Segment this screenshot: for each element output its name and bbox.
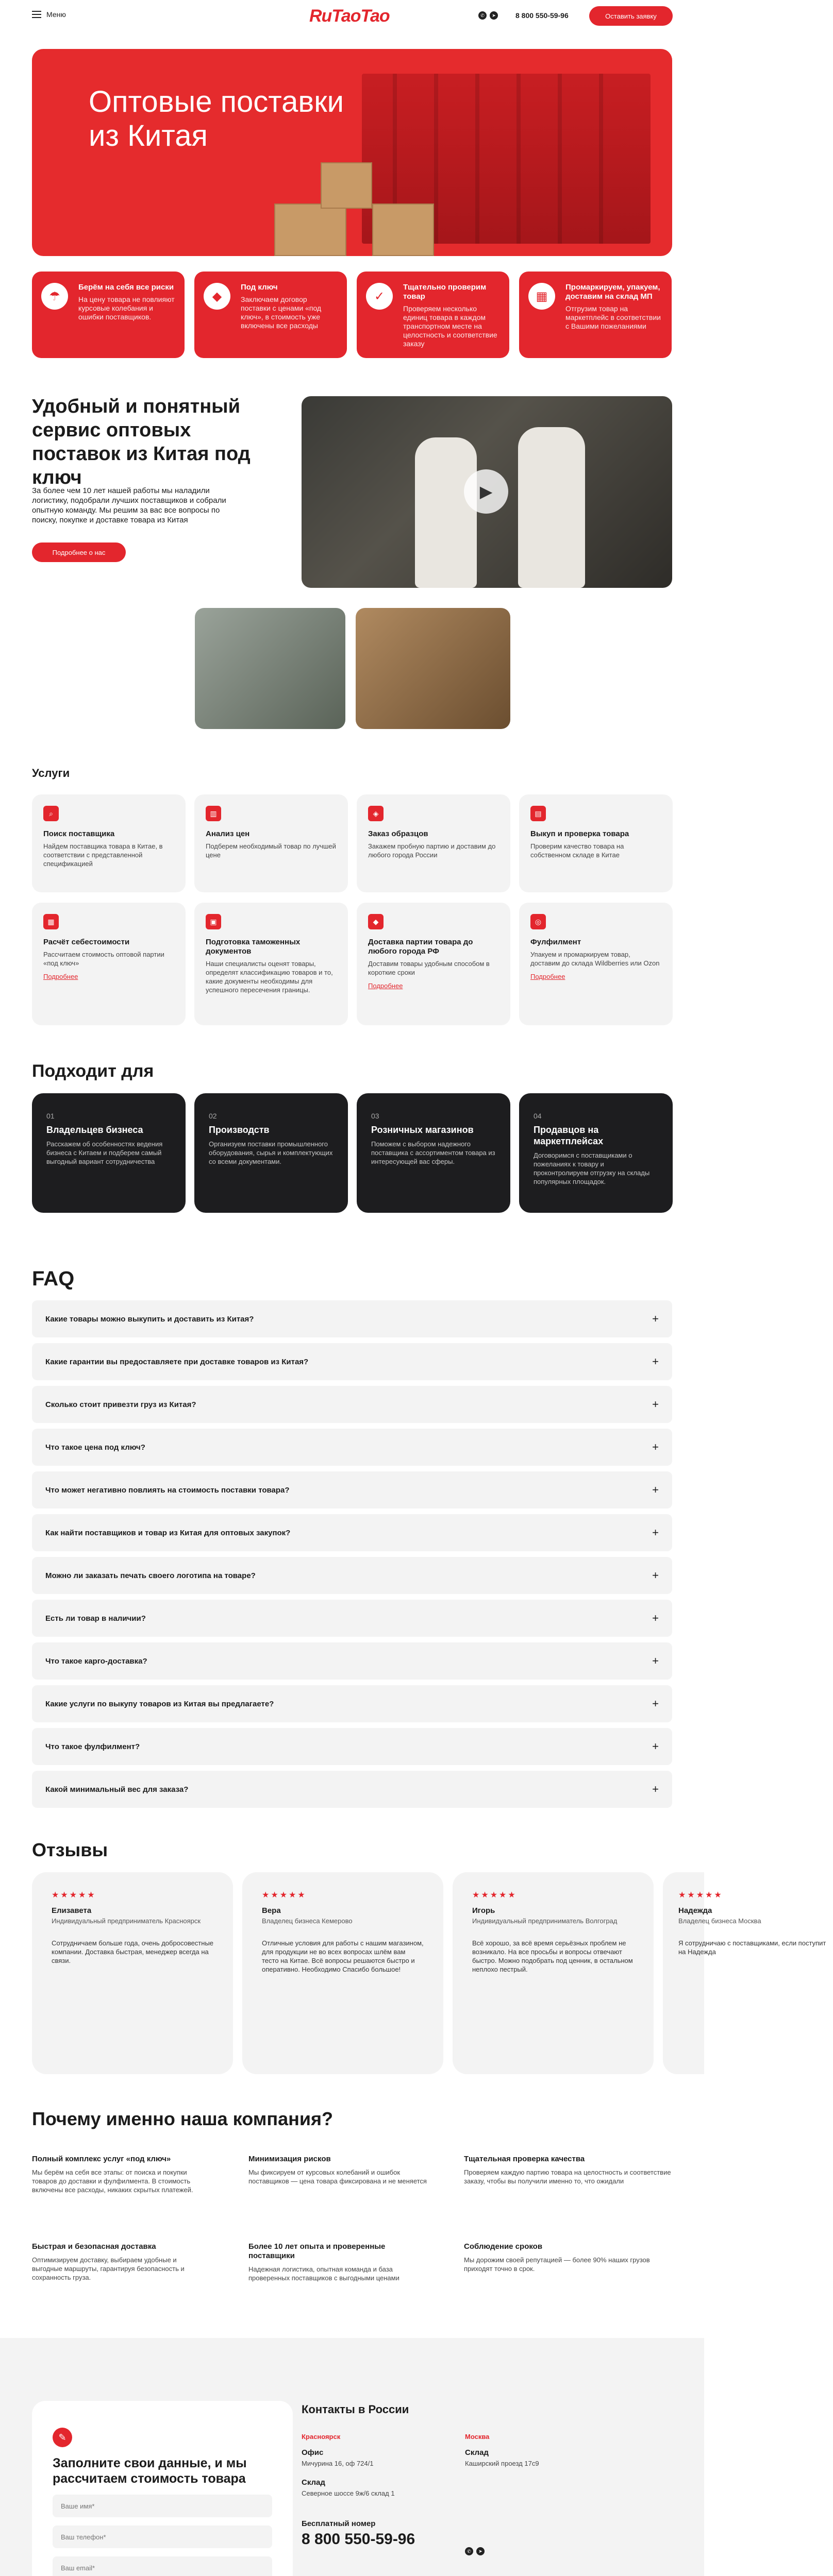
review-text: Я сотрудничаю с поставщиками, если поступит на Надежда <box>678 1939 826 1956</box>
email-input[interactable] <box>53 2556 272 2576</box>
request-form <box>32 2401 293 2576</box>
faq-item[interactable] <box>32 1429 672 1466</box>
advantage-title: Полный комплекс услуг «под ключ» <box>32 2155 171 2163</box>
audience-text: Поможем с выбором надежного поставщика с ассортиментом товара из интересующей вас сферы. <box>371 1140 495 1165</box>
hero-banner <box>32 49 672 256</box>
service-title: Доставка партии товара до любого города РФ <box>368 938 473 956</box>
chart-icon: ▥ <box>206 806 221 821</box>
plus-icon[interactable]: + <box>652 1783 659 1795</box>
faq-question: Есть ли товар в наличии? <box>45 1614 146 1623</box>
audience-text: Расскажем об особенностях ведения бизнеса с Китаем и подберем самый выгодный вариант сотрудничества <box>46 1140 163 1165</box>
plus-icon[interactable]: + <box>652 1569 659 1582</box>
service-text: Проверим качество товара на собственном складе в Китае <box>530 842 624 859</box>
faq-question: Что может негативно повлиять на стоимость поставки товара? <box>45 1485 290 1495</box>
why-title: Почему именно наша компания? <box>32 2108 333 2129</box>
review-role: Владелец бизнеса Москва <box>678 1917 761 1925</box>
service-title: Расчёт себестоимости <box>43 938 130 946</box>
messenger-icons <box>465 2547 485 2555</box>
service-title: Подготовка таможенных документов <box>206 938 301 956</box>
faq-item[interactable] <box>32 1300 672 1337</box>
plus-icon[interactable]: + <box>652 1355 659 1368</box>
menu-icon <box>32 11 41 18</box>
diamond-icon: ◆ <box>204 283 230 310</box>
faq-question: Какие товары можно выкупить и доставить из Китая? <box>45 1314 254 1324</box>
advantage-item <box>32 2242 202 2282</box>
feature-text: На цену товара не повлияют курсовые колебания и ошибки поставщиков. <box>78 295 175 321</box>
advantage-title: Минимизация рисков <box>248 2155 331 2163</box>
check-icon: ✓ <box>366 283 393 310</box>
menu-label: Меню <box>46 10 66 19</box>
plus-icon[interactable]: + <box>652 1612 659 1624</box>
advantage-title: Соблюдение сроков <box>464 2242 543 2251</box>
about-title: Удобный и понятный сервис оптовых поставок из Китая под ключ <box>32 396 251 488</box>
faq-item[interactable] <box>32 1343 672 1380</box>
warehouse-photo <box>356 608 510 729</box>
advantage-item <box>248 2242 429 2282</box>
rating-stars: ★★★★★ <box>262 1891 307 1900</box>
faq-item[interactable] <box>32 1771 672 1808</box>
service-title: Фулфилмент <box>530 938 581 946</box>
free-phone[interactable]: 8 800 550-59-96 <box>302 2531 415 2548</box>
service-title: Поиск поставщика <box>43 829 115 838</box>
review-author: Игорь <box>472 1906 495 1915</box>
service-text: Наши специалисты оценят товары, определят классификацию товаров и то, какие документы необходимы для успешного пересечения границы. <box>206 960 333 994</box>
service-text: Упакуем и промаркируем товар, доставим до склада Wildberries или Ozon <box>530 951 660 967</box>
audience-number: 01 <box>46 1112 55 1120</box>
rating-stars: ★★★★★ <box>472 1891 517 1900</box>
service-card[interactable] <box>32 794 186 892</box>
faq-question: Какой минимальный вес для заказа? <box>45 1785 189 1794</box>
audience-number: 03 <box>371 1112 379 1120</box>
audience-text: Организуем поставки промышленного оборудования, сырья и комплектующих со всеми документами. <box>209 1140 333 1165</box>
feature-title: Берём на себя все риски <box>78 283 174 292</box>
service-card[interactable] <box>194 903 348 1025</box>
service-card[interactable] <box>519 903 673 1025</box>
feature-card <box>32 272 185 358</box>
feature-text: Отгрузим товар на маркетплейс в соответствии с Вашими пожеланиями <box>565 304 661 330</box>
box-image <box>321 162 372 209</box>
rating-stars: ★★★★★ <box>52 1891 96 1900</box>
hero-title: Оптовые поставки из Китая <box>89 85 344 152</box>
review-text: Отличные условия для работы с нашим магазином, для продукции не во всех вопросах шлём вам тесто на Китае. Всё вопросы решаются быстро и оперативно. Необходимо Спасибо большое! <box>262 1939 424 1973</box>
office-address: Мичурина 16, оф 724/1 <box>302 2460 374 2467</box>
service-more-link[interactable]: Подробнее <box>530 973 565 980</box>
telegram-icon[interactable]: ➤ <box>476 2547 485 2555</box>
messenger-icons <box>478 11 498 20</box>
service-title: Анализ цен <box>206 829 250 838</box>
rating-stars: ★★★★★ <box>678 1891 723 1900</box>
search-icon: ⌕ <box>43 806 59 821</box>
feature-text: Заключаем договор поставки с ценами «под ключ», в стоимость уже включены все расходы <box>241 295 322 330</box>
stock-address: Каширский проезд 17с9 <box>465 2460 539 2467</box>
feature-text: Проверяем несколько единиц товара в каждом транспортном месте на целостность и соответствие заказу <box>403 304 497 348</box>
plus-icon[interactable]: + <box>652 1398 659 1411</box>
service-text: Закажем пробную партию и доставим до любого города России <box>368 842 496 859</box>
advantage-text: Надежная логистика, опытная команда и база проверенных поставщиков с выгодными ценами <box>248 2265 399 2282</box>
reviews-title: Отзывы <box>32 1839 108 1860</box>
audience-number: 02 <box>209 1112 217 1120</box>
name-input[interactable] <box>53 2495 272 2517</box>
faq-question: Что такое карго-доставка? <box>45 1656 147 1666</box>
review-text: Сотрудничаем больше года, очень добросовестные компании. Доставка быстрая, менеджер всегда на связи. <box>52 1939 214 1964</box>
stock-address: Северное шоссе 9ж/6 склад 1 <box>302 2489 395 2497</box>
plus-icon[interactable]: + <box>652 1740 659 1753</box>
review-role: Индивидуальный предприниматель Волгоград <box>472 1917 618 1925</box>
fulfillment-icon: ◎ <box>530 914 546 929</box>
whatsapp-icon[interactable]: ✆ <box>465 2547 473 2555</box>
review-card <box>663 1872 826 2074</box>
feature-card <box>519 272 672 358</box>
review-author: Елизавета <box>52 1906 92 1915</box>
service-text: Рассчитаем стоимость оптовой партии «под ключ» <box>43 951 164 967</box>
faq-item[interactable] <box>32 1642 672 1680</box>
stock-label: Склад <box>465 2448 489 2457</box>
review-card <box>453 1872 654 2074</box>
audience-text: Договоримся с поставщиками о пожеланиях к товару и проконтролируем отгрузку на склады популярных площадок. <box>534 1151 650 1185</box>
faq-item[interactable] <box>32 1471 672 1509</box>
audience-title: Владельцев бизнеса <box>46 1125 143 1135</box>
advantage-title: Более 10 лет опыта и проверенные поставщики <box>248 2242 386 2260</box>
review-role: Владелец бизнеса Кемерово <box>262 1917 353 1925</box>
faq-item[interactable] <box>32 1600 672 1637</box>
feature-card <box>194 272 347 358</box>
contacts-title: Контакты в России <box>302 2403 409 2416</box>
plus-icon[interactable]: + <box>652 1697 659 1710</box>
form-title: Заполните свои данные, и мы рассчитаем стоимость товара <box>53 2456 247 2486</box>
advantage-item <box>248 2155 429 2185</box>
about-more-button[interactable]: Подробнее о нас <box>32 543 126 562</box>
package-icon: ▦ <box>528 283 555 310</box>
inspection-icon: ▤ <box>530 806 546 821</box>
faq-item[interactable] <box>32 1728 672 1765</box>
umbrella-icon: ☂ <box>41 283 68 310</box>
video-preview[interactable] <box>302 396 672 588</box>
service-more-link[interactable]: Подробнее <box>368 982 403 990</box>
audience-card <box>194 1093 348 1213</box>
audience-card <box>357 1093 510 1213</box>
header-cta-button[interactable]: Оставить заявку <box>589 6 673 26</box>
plus-icon[interactable]: + <box>652 1654 659 1667</box>
plus-icon[interactable]: + <box>652 1440 659 1453</box>
advantage-title: Быстрая и безопасная доставка <box>32 2242 156 2251</box>
review-card <box>242 1872 443 2074</box>
faq-question: Какие услуги по выкупу товаров из Китая вы предлагаете? <box>45 1699 274 1708</box>
service-card[interactable] <box>357 903 510 1025</box>
service-title: Выкуп и проверка товара <box>530 829 629 838</box>
audience-number: 04 <box>534 1112 542 1120</box>
header-phone[interactable]: 8 800 550-59-96 <box>515 11 569 20</box>
service-card[interactable] <box>32 903 186 1025</box>
plus-icon[interactable]: + <box>652 1312 659 1325</box>
logo[interactable]: RuTaoTao <box>309 6 390 26</box>
chat-icon: ✎ <box>53 2428 72 2447</box>
faq-title: FAQ <box>32 1267 75 1290</box>
telegram-icon[interactable]: ➤ <box>490 11 498 20</box>
review-card <box>32 1872 233 2074</box>
service-text: Доставим товары удобным способом в короткие сроки <box>368 960 490 976</box>
about-text: За более чем 10 лет нашей работы мы наладили логистику, подобрали лучших поставщиков и собрали опытную команду. Мы решим за вас все вопросы по поиску, покупке и доставке товара из Китая <box>32 486 226 524</box>
box-image <box>372 204 434 256</box>
faq-item[interactable] <box>32 1685 672 1722</box>
city-moscow: Москва <box>465 2433 490 2441</box>
feature-title: Тщательно проверим товар <box>403 283 487 301</box>
audience-title: Розничных магазинов <box>371 1125 474 1135</box>
advantage-text: Оптимизируем доставку, выбираем удобные и выгодные маршруты, гарантируя безопасность и сохранность груза. <box>32 2256 185 2281</box>
faq-item[interactable] <box>32 1557 672 1594</box>
person-image <box>518 427 585 588</box>
service-text: Найдем поставщика товара в Китае, в соответствии с представленной спецификацией <box>43 842 163 868</box>
service-card[interactable] <box>194 794 348 892</box>
feature-card <box>357 272 509 358</box>
city-krasnoyarsk: Красноярск <box>302 2433 341 2441</box>
plus-icon[interactable]: + <box>652 1526 659 1539</box>
services-title: Услуги <box>32 767 70 779</box>
office-photo <box>195 608 345 729</box>
faq-question: Как найти поставщиков и товар из Китая для оптовых закупок? <box>45 1528 291 1537</box>
free-number-label: Бесплатный номер <box>302 2519 376 2528</box>
advantage-text: Мы берём на себя все этапы: от поиска и покупки товаров до доставки и фулфилмента. В стоимость включены все расходы, никаких скрытых платежей. <box>32 2168 193 2194</box>
box-image <box>274 204 346 256</box>
review-text: Всё хорошо, за всё время серьёзных проблем не возникало. На все просьбы и вопросы отвечают быстро. Можно подобрать под ценник, в остальном неплохо пестрый. <box>472 1939 633 1973</box>
advantage-text: Мы фиксируем от курсовых колебаний и ошибок поставщиков — цена товара фиксирована и не меняется <box>248 2168 427 2185</box>
advantage-item <box>32 2155 197 2194</box>
audience-card <box>32 1093 186 1213</box>
sample-icon: ◈ <box>368 806 384 821</box>
play-icon[interactable]: ▶ <box>464 469 508 514</box>
header <box>0 0 704 32</box>
faq-question: Что такое цена под ключ? <box>45 1443 145 1452</box>
review-author: Вера <box>262 1906 281 1915</box>
audience-title: Производств <box>209 1125 270 1135</box>
faq-item[interactable] <box>32 1386 672 1423</box>
person-image <box>415 437 477 588</box>
advantage-title: Тщательная проверка качества <box>464 2155 585 2163</box>
faq-question: Сколько стоит привезти груз из Китая? <box>45 1400 196 1409</box>
review-role: Индивидуальный предприниматель Красноярск <box>52 1917 201 1925</box>
advantage-text: Мы дорожим своей репутацией — более 90% наших грузов приходят точно в срок. <box>464 2256 650 2273</box>
delivery-icon: ◆ <box>368 914 384 929</box>
review-author: Надежда <box>678 1906 712 1915</box>
menu-button[interactable] <box>32 10 66 19</box>
office-label: Офис <box>302 2448 324 2457</box>
audience-title: Продавцов на маркетплейсах <box>534 1125 604 1146</box>
phone-input[interactable] <box>53 2526 272 2548</box>
whatsapp-icon[interactable]: ✆ <box>478 11 487 20</box>
faq-question: Можно ли заказать печать своего логотипа на товаре? <box>45 1571 256 1580</box>
advantage-item <box>464 2242 672 2273</box>
faq-question: Какие гарантии вы предоставляете при доставке товаров из Китая? <box>45 1357 309 1366</box>
service-card[interactable] <box>357 794 510 892</box>
feature-title: Промаркируем, упакуем, доставим на склад МП <box>565 283 660 301</box>
plus-icon[interactable]: + <box>652 1483 659 1496</box>
faq-question: Что такое фулфилмент? <box>45 1742 140 1751</box>
service-card[interactable] <box>519 794 673 892</box>
service-text: Подберем необходимый товар по лучшей цене <box>206 842 336 859</box>
advantage-item <box>464 2155 672 2185</box>
calculator-icon: ▦ <box>43 914 59 929</box>
audience-card <box>519 1093 673 1213</box>
advantage-text: Проверяем каждую партию товара на целостность и соответствие заказу, чтобы вы получили именно то, что ожидали <box>464 2168 671 2185</box>
feature-title: Под ключ <box>241 283 278 292</box>
service-title: Заказ образцов <box>368 829 428 838</box>
document-icon: ▣ <box>206 914 221 929</box>
service-more-link[interactable]: Подробнее <box>43 973 78 980</box>
suits-title: Подходит для <box>32 1061 154 1081</box>
stock-label: Склад <box>302 2478 325 2487</box>
faq-item[interactable] <box>32 1514 672 1551</box>
